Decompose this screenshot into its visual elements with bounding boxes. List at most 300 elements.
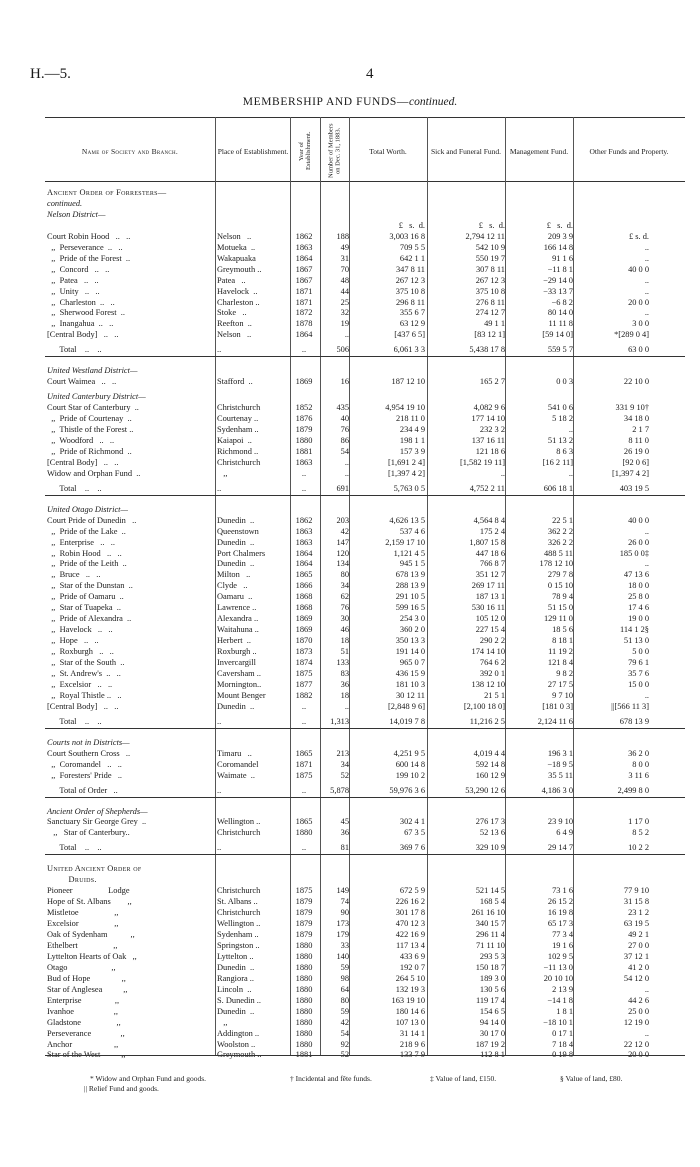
cell-name: ,, Robin Hood .. .. bbox=[47, 548, 122, 558]
cell-sick: 592 14 8 bbox=[475, 759, 505, 769]
cell-worth: 132 19 3 bbox=[395, 984, 425, 994]
cell-sick: [2,100 18 0] bbox=[463, 701, 505, 711]
cell-mgmt: 73 1 6 bbox=[552, 886, 573, 896]
cell-name: Ethelbert ,, bbox=[47, 940, 118, 950]
cell-other: 23 1 2 bbox=[628, 908, 649, 918]
cell-name: Otago ,, bbox=[47, 962, 116, 972]
total-row bbox=[45, 344, 685, 355]
cell-worth: 133 7 9 bbox=[399, 1050, 425, 1060]
cell-other: 26 0 0 bbox=[628, 537, 649, 547]
cell-mgmt: 326 2 2 bbox=[547, 537, 573, 547]
footnote: ‡ Value of land, £150. bbox=[430, 1074, 497, 1083]
cell-name: ,, Perseverance .. .. bbox=[47, 242, 123, 252]
cell-members: 49 bbox=[340, 242, 349, 252]
cell-place: Timaru .. bbox=[217, 748, 252, 758]
page-number: 4 bbox=[366, 66, 374, 82]
cell-members: 80 bbox=[340, 995, 349, 1005]
cell-mgmt: 20 10 10 bbox=[543, 973, 573, 983]
cell-name: United Westland District— bbox=[47, 366, 138, 376]
cell-name: Total .. .. bbox=[47, 843, 102, 853]
cell-members: 51 bbox=[340, 647, 349, 657]
cell-other: 37 12 1 bbox=[623, 951, 649, 961]
cell-sick: 137 16 11 bbox=[471, 435, 505, 445]
cell-sick: 21 5 1 bbox=[484, 690, 505, 700]
cell-worth: 1,121 4 5 bbox=[393, 548, 425, 558]
cell-name: Star of Anglesea ,, bbox=[47, 984, 128, 994]
cell-mgmt: .. bbox=[568, 468, 573, 478]
footnote: * Widow and Orphan Fund and goods. bbox=[90, 1074, 207, 1083]
cell-worth: 180 14 6 bbox=[395, 1006, 425, 1016]
cell-place: Nelson .. bbox=[217, 231, 252, 241]
cell-year: 1874 bbox=[295, 658, 313, 667]
cell-name: Gladstone ,, bbox=[47, 1017, 121, 1027]
cell-year: 1865 bbox=[295, 748, 313, 758]
cell-name: ,, Charleston .. .. bbox=[47, 297, 115, 307]
cell-sick: 11,216 2 5 bbox=[469, 716, 505, 726]
cell-year: .. bbox=[301, 468, 307, 478]
cell-place: Queenstown bbox=[217, 526, 259, 536]
table-row bbox=[45, 264, 685, 275]
table-row bbox=[45, 602, 685, 613]
cell-name: Druids. bbox=[47, 875, 97, 885]
cell-mgmt: 8 18 1 bbox=[552, 636, 573, 646]
cell-place: Greymouth .. bbox=[217, 264, 262, 274]
cell-other: 185 0 0‡ bbox=[619, 548, 649, 558]
cell-year: 1879 bbox=[295, 908, 313, 918]
cell-mgmt: 78 9 4 bbox=[552, 592, 573, 602]
cell-worth: 163 19 10 bbox=[391, 995, 425, 1005]
cell-place: Greymouth .. bbox=[217, 1050, 262, 1060]
table-row bbox=[45, 548, 685, 559]
table-header-rule bbox=[45, 181, 685, 182]
cell-other: .. bbox=[644, 526, 649, 536]
cell-place: Charleston .. bbox=[217, 297, 260, 307]
table-row bbox=[45, 973, 685, 984]
cell-members: 76 bbox=[340, 425, 349, 434]
table-row bbox=[45, 413, 685, 424]
cell-year: 1879 bbox=[295, 897, 313, 907]
cell-members: 173 bbox=[336, 919, 349, 928]
cell-other: 79 6 1 bbox=[628, 658, 649, 667]
cell-name: Oak of Sydenham ,, bbox=[47, 930, 135, 939]
cell-year: 1880 bbox=[295, 1028, 313, 1038]
cell-mgmt: 11 19 2 bbox=[548, 647, 573, 657]
cell-place: Clyde .. bbox=[217, 581, 248, 591]
cell-year: 1869 bbox=[295, 377, 313, 387]
cell-place: Christchurch bbox=[217, 828, 261, 838]
cell-members: 149 bbox=[336, 886, 349, 896]
cell-members: 54 bbox=[340, 1028, 349, 1038]
total-row bbox=[45, 842, 685, 853]
cell-name: Total of Order .. bbox=[47, 785, 118, 795]
cell-members: 40 bbox=[340, 414, 349, 423]
cell-name: ,, Excelsior .. .. bbox=[47, 679, 113, 689]
cell-worth: 218 9 6 bbox=[399, 1039, 425, 1049]
cell-place: Lawrence .. bbox=[217, 603, 257, 613]
currency-label: £ s. d. bbox=[546, 220, 573, 230]
cell-place: Mornington.. bbox=[217, 679, 262, 689]
cell-sick: 53,290 12 6 bbox=[465, 785, 505, 795]
cell-worth: 945 1 5 bbox=[399, 559, 425, 569]
cell-name: Total .. .. bbox=[47, 483, 102, 493]
cell-year: 1862 bbox=[295, 515, 313, 525]
cell-members: 76 bbox=[340, 603, 349, 613]
column-header-name: Name of Society and Branch. bbox=[81, 146, 179, 156]
cell-sick: [1,582 19 11] bbox=[459, 457, 505, 467]
cell-place: Dunedin .. bbox=[217, 1006, 255, 1016]
cell-other: .. bbox=[644, 690, 649, 700]
cell-members: 92 bbox=[340, 1039, 349, 1049]
cell-sick: 293 5 3 bbox=[479, 951, 505, 961]
cell-place: ,, bbox=[217, 1017, 228, 1027]
cell-members: 1,313 bbox=[330, 716, 349, 726]
cell-members: 691 bbox=[336, 483, 349, 493]
cell-mgmt: 0 15 10 bbox=[547, 581, 573, 591]
cell-worth: 642 1 1 bbox=[399, 253, 425, 263]
table-row bbox=[45, 376, 685, 387]
cell-year: 1864 bbox=[295, 330, 313, 340]
cell-name: ,, Hope .. .. bbox=[47, 636, 99, 646]
cell-place: Dunedin .. bbox=[217, 962, 255, 972]
cell-name: [Central Body] .. .. bbox=[47, 701, 119, 711]
cell-members: 203 bbox=[336, 515, 349, 525]
cell-year: 1873 bbox=[295, 647, 313, 657]
cell-name: ,, Star of the South .. bbox=[47, 658, 125, 667]
table-row bbox=[45, 537, 685, 548]
cell-year: 1869 bbox=[295, 614, 313, 624]
cell-name: ,, Pride of Alexandra .. bbox=[47, 614, 132, 624]
cell-other: 17 4 6 bbox=[628, 603, 649, 613]
cell-other: 35 7 6 bbox=[628, 669, 649, 678]
cell-year: 1868 bbox=[295, 592, 313, 602]
cell-mgmt: [181 0 3] bbox=[542, 701, 573, 711]
cell-sick: 4,564 8 4 bbox=[473, 515, 505, 525]
cell-place: Havelock .. bbox=[217, 286, 258, 296]
cell-worth: 117 13 4 bbox=[395, 940, 425, 950]
cell-name: Star of the West ,, bbox=[47, 1050, 126, 1060]
cell-mgmt: 11 11 8 bbox=[548, 319, 573, 329]
cell-other: 36 2 0 bbox=[628, 748, 649, 758]
cell-name: Bud of Hope ,, bbox=[47, 973, 126, 983]
cell-other: .. bbox=[644, 242, 649, 252]
cell-other: 2,499 8 0 bbox=[617, 785, 649, 795]
section-rule bbox=[45, 728, 685, 729]
table-row bbox=[45, 242, 685, 253]
cell-mgmt: 91 1 6 bbox=[552, 253, 573, 263]
section-rule bbox=[45, 495, 685, 496]
cell-place: Sydenham .. bbox=[217, 425, 259, 434]
cell-place: Dunedin .. bbox=[217, 559, 255, 569]
cell-year: 1880 bbox=[295, 828, 313, 838]
cell-name: ,, Star of the Dunstan .. bbox=[47, 581, 133, 591]
cell-place: Wellington .. bbox=[217, 817, 261, 827]
cell-mgmt: −6 8 2 bbox=[551, 297, 573, 307]
table-row bbox=[45, 635, 685, 646]
table-row bbox=[45, 907, 685, 918]
column-header-year: Year of Establishment. bbox=[298, 131, 312, 171]
footnote: § Value of land, £80. bbox=[560, 1074, 623, 1083]
cell-sick: 187 13 1 bbox=[475, 592, 505, 602]
cell-worth: 422 16 9 bbox=[395, 930, 425, 939]
cell-mgmt: 178 12 10 bbox=[539, 559, 573, 569]
cell-members: 30 bbox=[340, 614, 349, 624]
cell-name: [Central Body] .. .. bbox=[47, 457, 119, 467]
cell-name: ,, Star of Canterbury.. bbox=[47, 828, 130, 838]
document-reference: H.—5. bbox=[30, 66, 71, 82]
cell-place: Kaiapoi .. bbox=[217, 435, 252, 445]
section-heading bbox=[45, 198, 685, 209]
table-row bbox=[45, 613, 685, 624]
cell-place: Patea .. bbox=[217, 275, 246, 285]
cell-name: Total .. .. bbox=[47, 716, 102, 726]
cell-name: Court Southern Cross .. bbox=[47, 748, 131, 758]
section-heading bbox=[45, 391, 685, 402]
table-row bbox=[45, 1039, 685, 1050]
cell-name: Nelson District— bbox=[47, 209, 106, 219]
currency-header-row bbox=[45, 220, 685, 231]
cell-other: 27 0 0 bbox=[628, 940, 649, 950]
cell-members: 134 bbox=[336, 559, 349, 569]
cell-year: 1866 bbox=[295, 581, 313, 591]
table-row bbox=[45, 1006, 685, 1017]
cell-name: Ancient Order of Shepherds— bbox=[47, 806, 148, 816]
section-heading bbox=[45, 874, 685, 885]
cell-members: 52 bbox=[340, 1050, 349, 1060]
cell-place: Wellington .. bbox=[217, 919, 261, 928]
cell-year: 1880 bbox=[295, 984, 313, 994]
cell-name: ,, Star of Tuapeka .. bbox=[47, 603, 121, 613]
cell-sick: 121 18 6 bbox=[475, 446, 505, 456]
cell-sick: 447 18 6 bbox=[475, 548, 505, 558]
cell-name: Widow and Orphan Fund .. bbox=[47, 468, 141, 478]
table-row bbox=[45, 515, 685, 526]
cell-worth: 375 10 8 bbox=[395, 286, 425, 296]
cell-worth: 3,003 16 8 bbox=[389, 231, 425, 241]
cell-members: 42 bbox=[340, 526, 349, 536]
cell-other: 51 13 0 bbox=[623, 636, 649, 646]
cell-worth: 264 5 10 bbox=[395, 973, 425, 983]
cell-sick: 160 12 9 bbox=[475, 770, 505, 780]
cell-other: 10 2 2 bbox=[628, 843, 649, 853]
cell-mgmt: 9 7 10 bbox=[552, 690, 573, 700]
cell-name: continued. bbox=[47, 198, 83, 208]
cell-worth: 67 3 5 bbox=[404, 828, 425, 838]
cell-members: 5,878 bbox=[330, 785, 349, 795]
table-row bbox=[45, 940, 685, 951]
currency-label: £ s. d. bbox=[398, 220, 425, 230]
cell-sick: 351 12 7 bbox=[475, 570, 505, 580]
cell-other: 26 19 0 bbox=[623, 446, 649, 456]
cell-place: Christchurch bbox=[217, 457, 261, 467]
cell-place: Herbert .. bbox=[217, 636, 251, 646]
cell-mgmt: 80 14 0 bbox=[547, 308, 573, 318]
cell-mgmt: 606 18 1 bbox=[543, 483, 573, 493]
cell-name: ,, Coromandel .. .. bbox=[47, 759, 122, 769]
section-rule bbox=[45, 356, 685, 357]
cell-worth: [2,848 9 6] bbox=[388, 701, 425, 711]
cell-sick: 174 14 10 bbox=[471, 647, 505, 657]
cell-other: .. bbox=[644, 559, 649, 569]
section-heading bbox=[45, 187, 685, 198]
cell-name: ,, Unity .. .. bbox=[47, 286, 100, 296]
cell-worth: 288 13 9 bbox=[395, 581, 425, 591]
cell-sick: 130 5 6 bbox=[479, 984, 505, 994]
cell-worth: 107 13 0 bbox=[395, 1017, 425, 1027]
cell-mgmt: 19 1 6 bbox=[552, 940, 573, 950]
cell-place: Nelson .. bbox=[217, 330, 252, 340]
cell-place: Lyttelton .. bbox=[217, 951, 254, 961]
cell-members: .. bbox=[344, 330, 349, 340]
cell-members: 120 bbox=[336, 548, 349, 558]
cell-mgmt: .. bbox=[568, 425, 573, 434]
cell-worth: 63 12 9 bbox=[399, 319, 425, 329]
cell-other: 3 0 0 bbox=[632, 319, 649, 329]
cell-other: 77 9 10 bbox=[623, 886, 649, 896]
cell-mgmt: −18 10 1 bbox=[543, 1017, 573, 1027]
table-row bbox=[45, 679, 685, 690]
cell-name: Court Pride of Dunedin .. bbox=[47, 515, 137, 525]
cell-other: 678 13 9 bbox=[619, 716, 649, 726]
cell-place: Invercargill bbox=[217, 658, 256, 667]
cell-other: 5 0 0 bbox=[632, 647, 649, 657]
section-heading bbox=[45, 863, 685, 874]
cell-year: 1871 bbox=[295, 286, 313, 296]
cell-members: 42 bbox=[340, 1017, 349, 1027]
cell-other: 12 19 0 bbox=[623, 1017, 649, 1027]
cell-year: 1864 bbox=[295, 253, 313, 263]
cell-mgmt: [16 2 11] bbox=[542, 457, 573, 467]
cell-other: 25 8 0 bbox=[628, 592, 649, 602]
cell-mgmt: 196 3 1 bbox=[547, 748, 573, 758]
section-rule bbox=[45, 854, 685, 855]
cell-place: .. bbox=[217, 345, 222, 355]
cell-members: 45 bbox=[340, 817, 349, 827]
cell-members: 74 bbox=[340, 897, 349, 907]
section-heading bbox=[45, 504, 685, 515]
cell-year: 1880 bbox=[295, 435, 313, 445]
cell-name: Court Waimea .. .. bbox=[47, 377, 117, 387]
cell-name: ,, Patea .. .. bbox=[47, 275, 99, 285]
cell-place: Waimate .. bbox=[217, 770, 255, 780]
cell-other: 47 13 6 bbox=[623, 570, 649, 580]
cell-sick: 4,752 2 11 bbox=[469, 483, 505, 493]
cell-year: 1880 bbox=[295, 973, 313, 983]
cell-worth: 4,626 13 5 bbox=[389, 515, 425, 525]
cell-other: 25 0 0 bbox=[628, 1006, 649, 1016]
cell-worth: 254 3 0 bbox=[399, 614, 425, 624]
table-top-rule bbox=[45, 117, 685, 118]
cell-members: .. bbox=[344, 468, 349, 478]
cell-year: 1877 bbox=[295, 679, 313, 689]
table-row bbox=[45, 624, 685, 635]
cell-year: 1878 bbox=[295, 319, 313, 329]
cell-year: 1852 bbox=[295, 403, 313, 413]
cell-year: 1865 bbox=[295, 570, 313, 580]
cell-other: [1,397 4 2] bbox=[612, 468, 649, 478]
table-row bbox=[45, 896, 685, 907]
table-row bbox=[45, 668, 685, 679]
cell-place: Woolston .. bbox=[217, 1039, 256, 1049]
section-rule bbox=[45, 797, 685, 798]
cell-worth: 226 16 2 bbox=[395, 897, 425, 907]
cell-members: 81 bbox=[340, 843, 349, 853]
cell-mgmt: 559 5 7 bbox=[547, 345, 573, 355]
table-row bbox=[45, 770, 685, 781]
cell-sick: 187 19 2 bbox=[475, 1039, 505, 1049]
cell-sick: 392 0 1 bbox=[479, 669, 505, 678]
cell-name: Ancient Order of Forresters— bbox=[47, 188, 167, 197]
cell-name: Sanctuary Sir George Grey .. bbox=[47, 817, 147, 827]
cell-mgmt: 51 15 0 bbox=[547, 603, 573, 613]
cell-other: .. bbox=[644, 275, 649, 285]
column-header-worth: Total Worth. bbox=[369, 146, 407, 156]
cell-sick: 296 11 4 bbox=[475, 930, 505, 939]
table-row bbox=[45, 918, 685, 929]
cell-year: 1875 bbox=[295, 770, 313, 780]
cell-members: 435 bbox=[336, 403, 349, 413]
cell-year: .. bbox=[301, 716, 307, 726]
cell-place: Courtenay .. bbox=[217, 414, 259, 423]
cell-sick: 276 8 11 bbox=[475, 297, 505, 307]
cell-sick: 261 16 10 bbox=[471, 908, 505, 918]
cell-sick: 49 1 1 bbox=[484, 319, 505, 329]
cell-mgmt: 22 5 1 bbox=[552, 515, 573, 525]
cell-worth: 2,159 17 10 bbox=[385, 537, 425, 547]
cell-other: [92 0 6] bbox=[622, 457, 649, 467]
cell-place: Alexandra .. bbox=[217, 614, 259, 624]
table-row bbox=[45, 646, 685, 657]
section-heading bbox=[45, 737, 685, 748]
table-row bbox=[45, 275, 685, 286]
cell-name: ,, Roxburgh .. .. bbox=[47, 647, 114, 657]
cell-mgmt: [59 14 0] bbox=[542, 330, 573, 340]
cell-other: 1 17 0 bbox=[628, 817, 649, 827]
cell-name: ,, Royal Thistle .. .. bbox=[47, 690, 122, 700]
table-row bbox=[45, 558, 685, 569]
cell-year: 1879 bbox=[295, 930, 313, 939]
cell-name: United Canterbury District— bbox=[47, 392, 146, 402]
cell-members: 140 bbox=[336, 951, 349, 961]
cell-name: ,, Enterprise .. .. bbox=[47, 537, 115, 547]
cell-place: St. Albans .. bbox=[217, 897, 258, 907]
table-row bbox=[45, 435, 685, 446]
cell-place: Stoke .. bbox=[217, 308, 247, 318]
cell-place: ,, bbox=[217, 468, 228, 478]
cell-other: 8 11 0 bbox=[628, 435, 649, 445]
cell-other: 20 0 0 bbox=[628, 1050, 649, 1060]
cell-other: 3 11 6 bbox=[628, 770, 649, 780]
cell-worth: 672 5 9 bbox=[399, 886, 425, 896]
cell-sick: 52 13 6 bbox=[479, 828, 505, 838]
cell-mgmt: 488 5 11 bbox=[543, 548, 573, 558]
cell-members: 80 bbox=[340, 570, 349, 580]
cell-worth: 6,061 3 3 bbox=[393, 345, 425, 355]
cell-mgmt: −14 1 8 bbox=[547, 995, 573, 1005]
cell-other: .. bbox=[644, 308, 649, 318]
table-row bbox=[45, 816, 685, 827]
cell-sick: 530 16 11 bbox=[471, 603, 505, 613]
cell-other: 22 10 0 bbox=[623, 377, 649, 387]
cell-year: .. bbox=[301, 843, 307, 853]
cell-mgmt: −29 14 0 bbox=[543, 275, 573, 285]
cell-sick: 764 6 2 bbox=[479, 658, 505, 667]
cell-mgmt: 362 2 2 bbox=[547, 526, 573, 536]
cell-mgmt: 51 13 2 bbox=[547, 435, 573, 445]
cell-mgmt: 129 11 0 bbox=[543, 614, 573, 624]
table-row bbox=[45, 329, 685, 340]
table-row bbox=[45, 580, 685, 591]
cell-year: 1864 bbox=[295, 548, 313, 558]
